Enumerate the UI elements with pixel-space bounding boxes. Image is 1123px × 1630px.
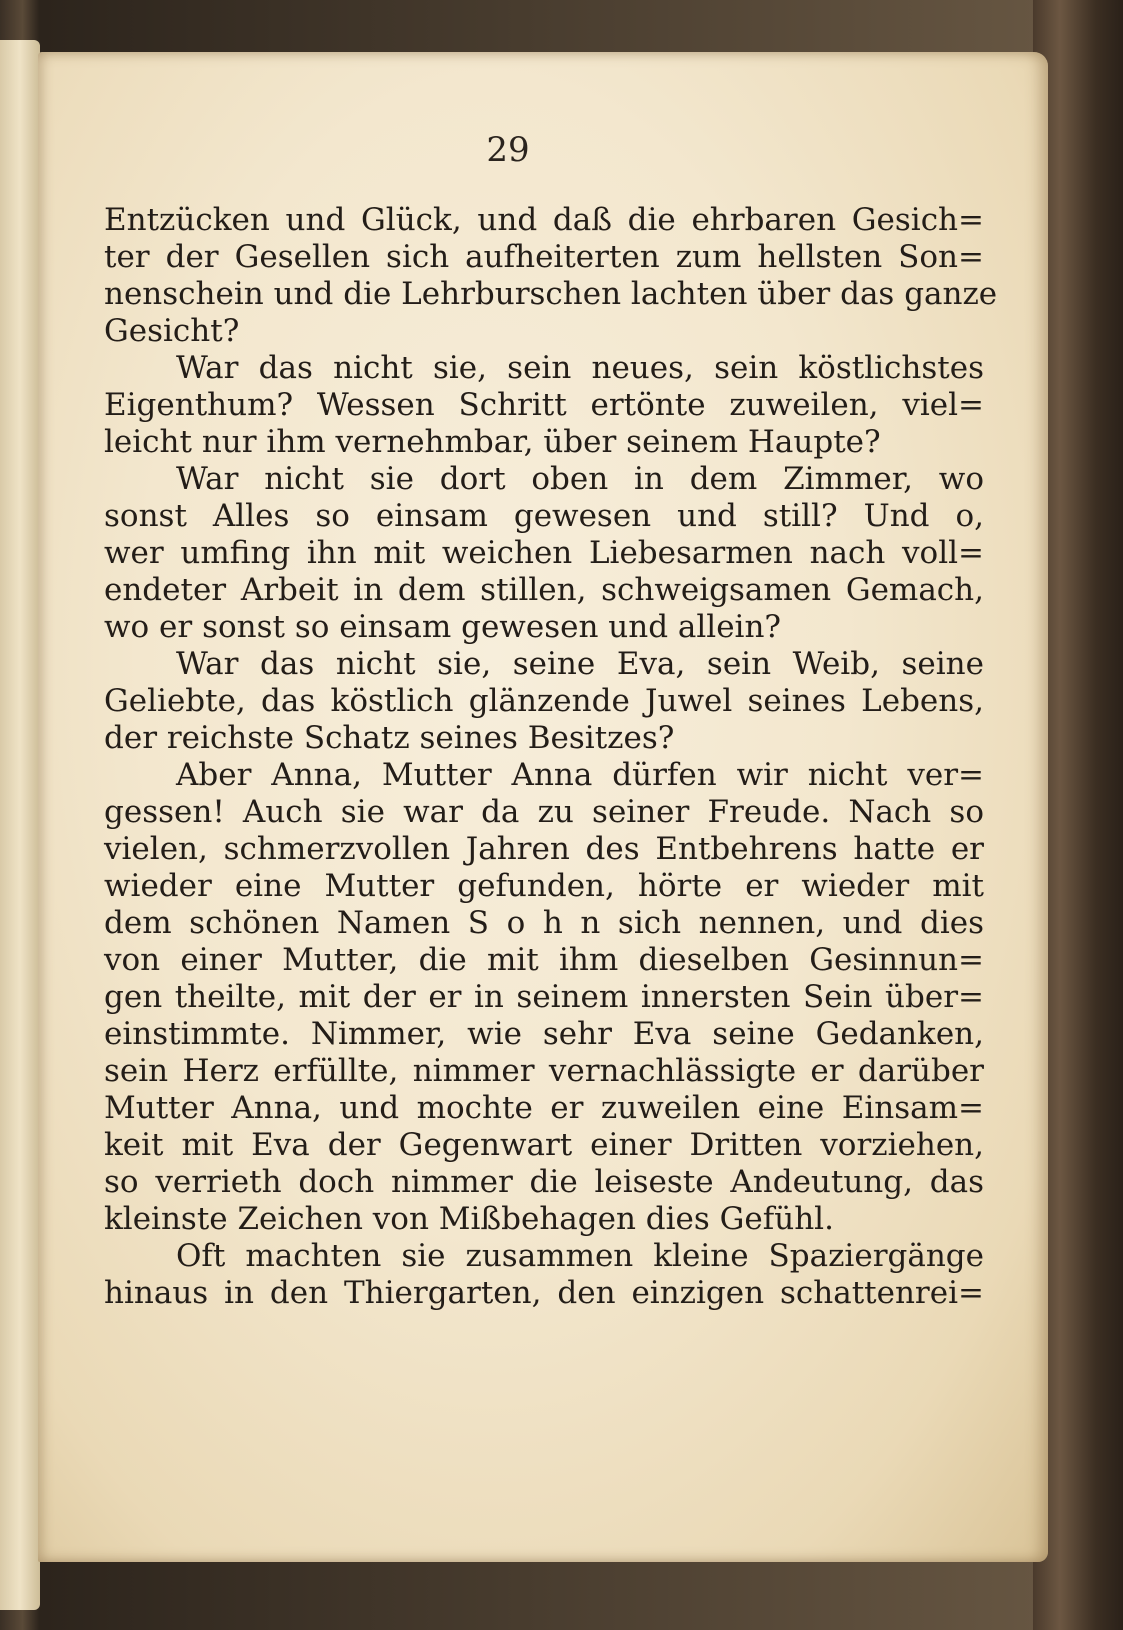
text-line: Oft machten sie zusammen kleine Spaziergänge [176,1238,984,1274]
facing-page-edge [0,40,40,1610]
text-line: gen theilte, mit der er in seinem innersten Sein über= [104,979,984,1015]
text-line: Eigenthum? Wessen Schritt ertönte zuweilen, viel= [104,387,984,423]
text-line: dem schönen Namen S o h n sich nennen, und dies [104,905,984,941]
text-line: Gesicht? [104,313,240,349]
text-line: nenschein und die Lehrburschen lachten über das ganze [104,276,998,312]
text-line: leicht nur ihm vernehmbar, über seinem Haupte? [104,424,881,460]
text-line: Aber Anna, Mutter Anna dürfen wir nicht ver= [176,757,984,793]
text-line: von einer Mutter, die mit ihm dieselben Gesinnun= [104,942,984,978]
text-line: War das nicht sie, seine Eva, sein Weib, seine [176,646,984,682]
text-line: Entzücken und Glück, und daß die ehrbaren Gesich= [104,202,984,238]
text-line: so verrieth doch nimmer die leiseste Andeutung, das [104,1164,984,1200]
text-line: ter der Gesellen sich aufheiterten zum hellsten Son= [104,239,984,275]
text-line: wo er sonst so einsam gewesen und allein? [104,609,782,645]
paragraph [104,202,998,350]
text-line: sein Herz erfüllte, nimmer vernachlässigte er darüber [104,1053,984,1089]
text-line: keit mit Eva der Gegenwart einer Dritten vorziehen, [104,1127,984,1163]
text-line: vielen, schmerzvollen Jahren des Entbehrens hatte er [104,831,984,867]
text-line: wer umfing ihn mit weichen Liebesarmen nach voll= [104,535,984,571]
text-line: wieder eine Mutter gefunden, hörte er wieder mit [104,868,984,904]
book-page [38,52,1048,1562]
text-line: einstimmte. Nimmer, wie sehr Eva seine Gedanken, [104,1016,984,1052]
text-line: Geliebte, das köstlich glänzende Juwel seines Lebens, [104,683,984,719]
text-line: War nicht sie dort oben in dem Zimmer, wo [176,461,984,497]
paragraph [104,461,984,646]
text-line: sonst Alles so einsam gewesen und still? Und o, [104,498,984,534]
paragraph [104,1238,984,1312]
text-line: hinaus in den Thiergarten, den einzigen schattenrei= [104,1275,984,1311]
paragraph [104,646,984,757]
text-line: endeter Arbeit in dem stillen, schweigsamen Gemach, [104,572,984,608]
text-line: War das nicht sie, sein neues, sein köstlichstes [176,350,984,386]
paragraph [104,757,984,1238]
text-line: Mutter Anna, und mochte er zuweilen eine Einsam= [104,1090,984,1126]
text-line: gessen! Auch sie war da zu seiner Freude. Nach so [104,794,984,830]
text-line: kleinste Zeichen von Mißbehagen dies Gefühl. [104,1201,834,1237]
body-text [104,202,998,1312]
paragraph [104,350,984,461]
text-line: der reichste Schatz seines Besitzes? [104,720,675,756]
page-number: 29 [486,130,530,170]
